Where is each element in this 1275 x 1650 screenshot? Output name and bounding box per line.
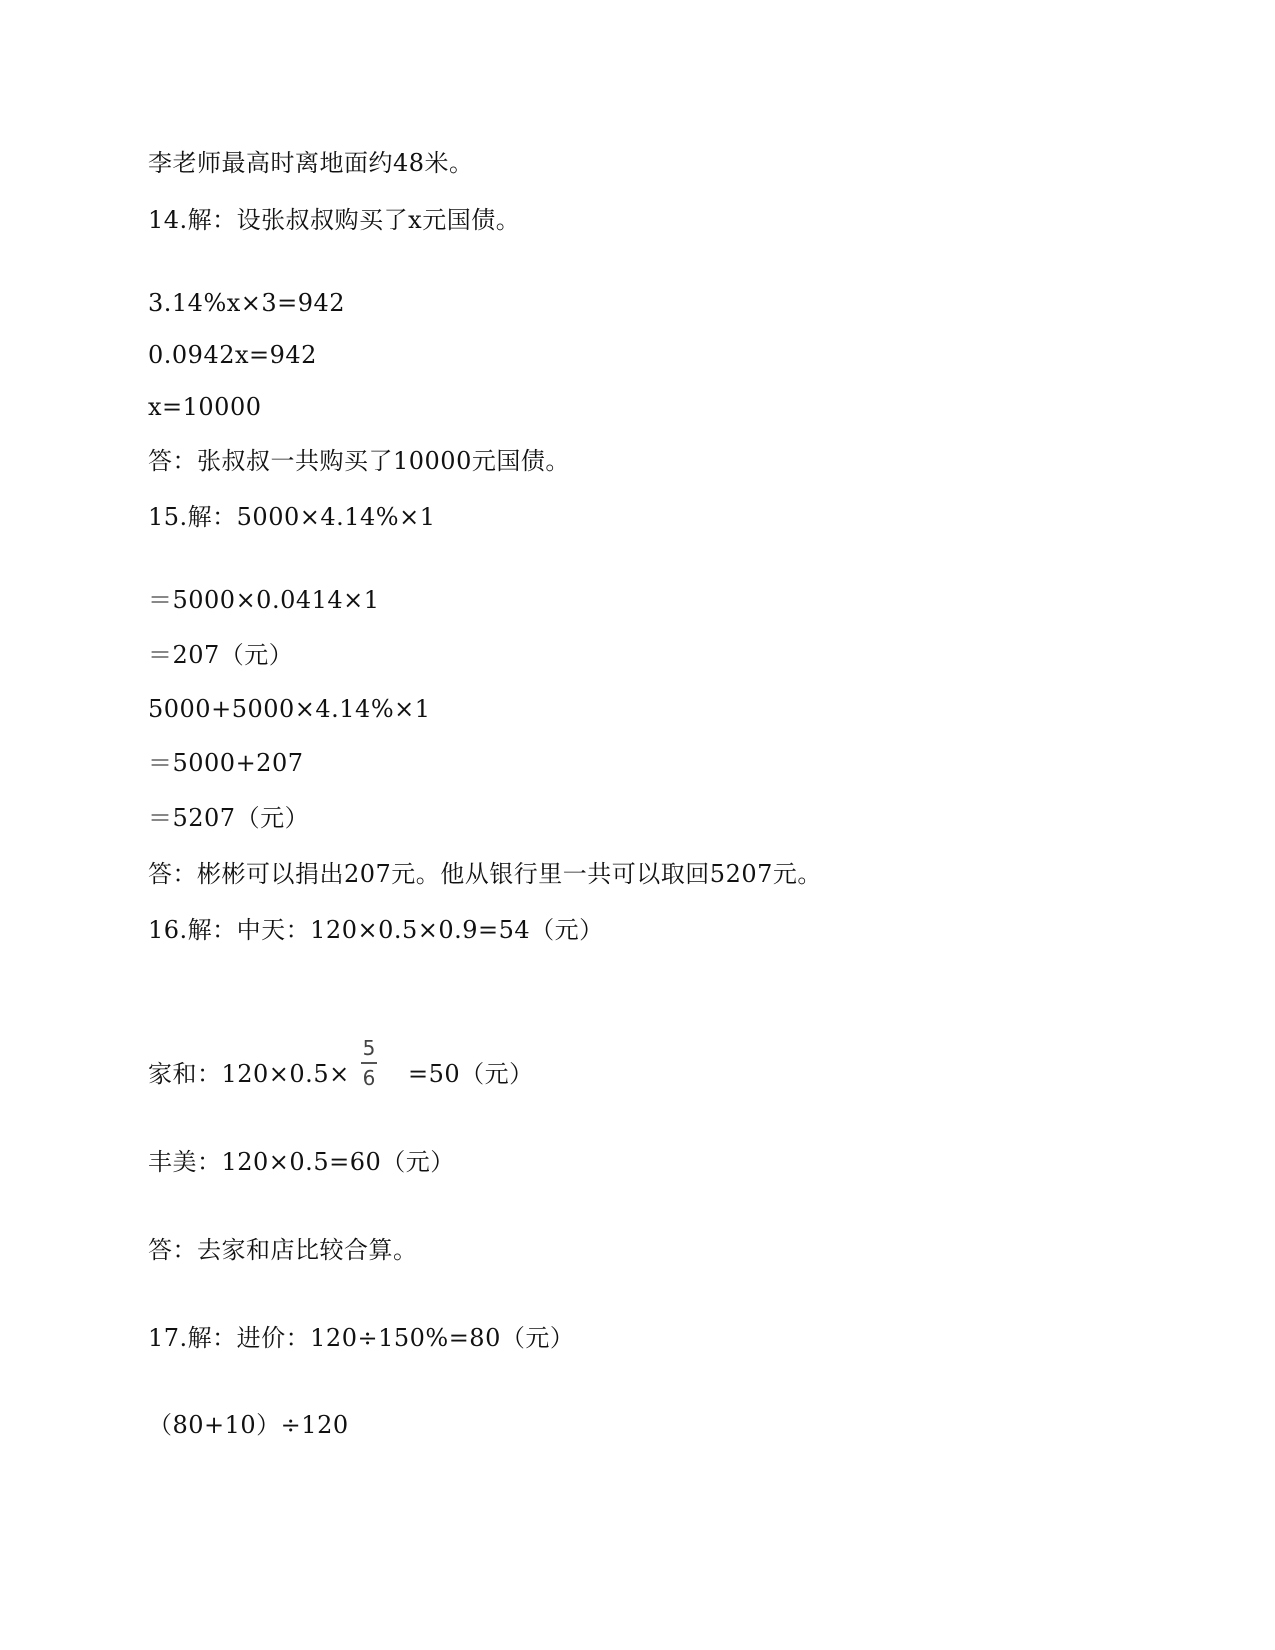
text-line: x=10000 (148, 393, 262, 421)
text-line: =50（元） (408, 1060, 534, 1088)
fraction-numerator: 5 (362, 1036, 376, 1060)
text-line: 14.解：设张叔叔购买了x元国债。 (148, 206, 521, 234)
text-line: 3.14%x×3=942 (148, 289, 346, 317)
text-line: 答：张叔叔一共购买了10000元国债。 (148, 447, 570, 475)
text-line: ＝5000×0.0414×1 (148, 586, 380, 614)
fraction (358, 1036, 380, 1090)
text-line: （80+10）÷120 (148, 1411, 349, 1439)
text-line: 答：去家和店比较合算。 (148, 1236, 418, 1264)
text-line: ＝207（元） (148, 641, 294, 669)
fraction-bar (361, 1062, 377, 1064)
text-line: 答：彬彬可以捐出207元。他从银行里一共可以取回5207元。 (148, 860, 822, 888)
text-line: 5000+5000×4.14%×1 (148, 695, 431, 723)
text-line: ＝5207（元） (148, 804, 310, 832)
fraction-denominator: 6 (362, 1065, 376, 1090)
text-line: 0.0942x=942 (148, 341, 317, 369)
text-line: ＝5000+207 (148, 749, 304, 777)
text-line: 家和：120×0.5× (148, 1060, 350, 1088)
text-line: 17.解：进价：120÷150%=80（元） (148, 1324, 575, 1352)
text-line: 15.解：5000×4.14%×1 (148, 503, 436, 531)
text-line: 16.解：中天：120×0.5×0.9=54（元） (148, 916, 604, 944)
text-line: 丰美：120×0.5=60（元） (148, 1148, 455, 1176)
text-line: 李老师最高时离地面约48米。 (148, 149, 474, 177)
